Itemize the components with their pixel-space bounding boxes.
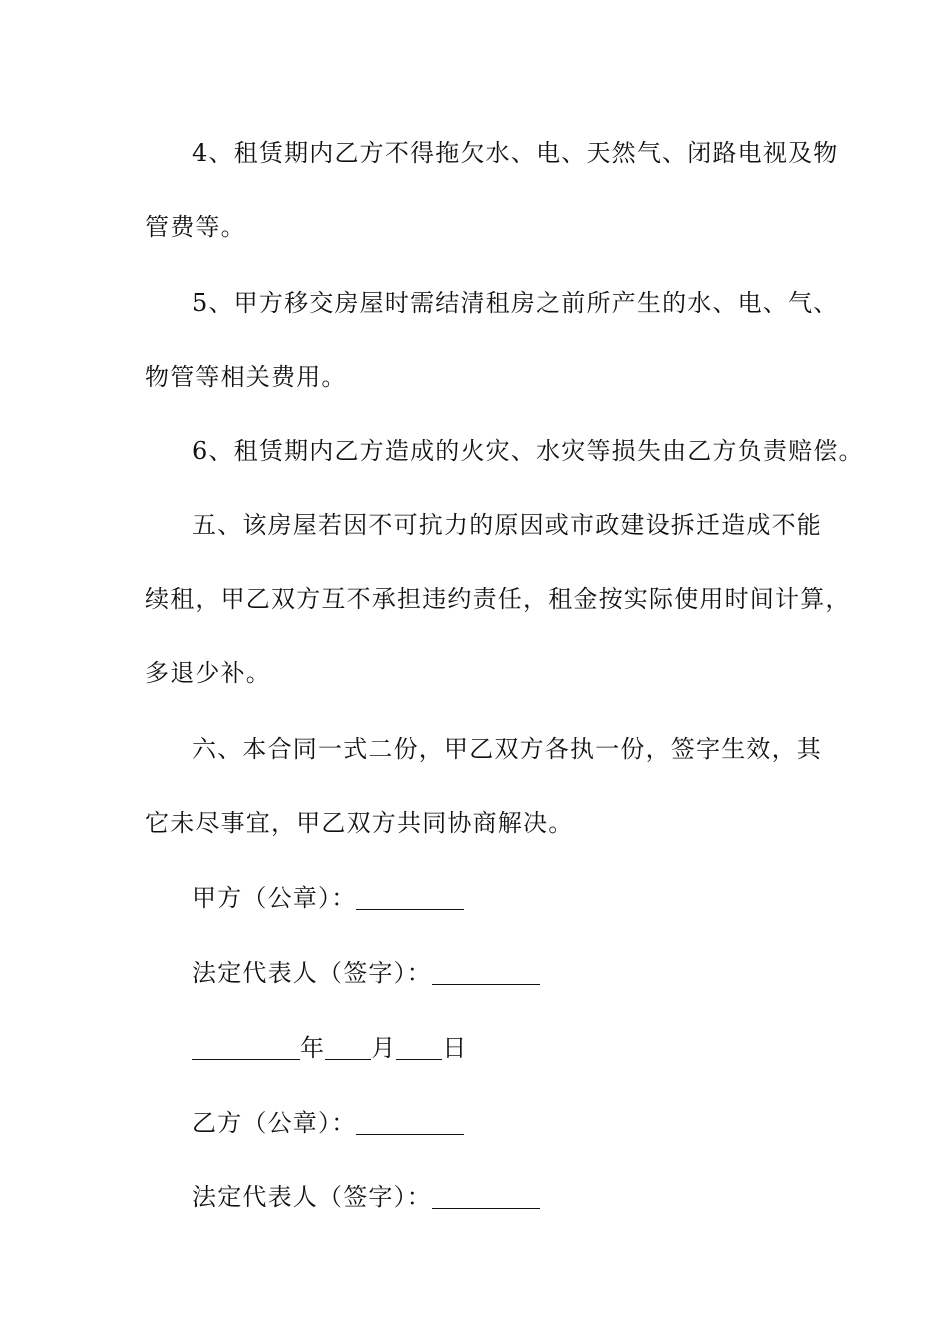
party-a-rep-blank[interactable] bbox=[432, 960, 540, 985]
article-6-line-2: 它未尽事宜，甲乙双方共同协商解决。 bbox=[145, 809, 574, 837]
party-a-rep-label: 法定代表人（签字）： bbox=[192, 959, 432, 987]
party-b-seal-blank[interactable] bbox=[356, 1110, 464, 1135]
party-b-rep-blank[interactable] bbox=[432, 1184, 540, 1209]
article-5-line-3: 多退少补。 bbox=[145, 659, 271, 687]
article-5-line-1: 五、该房屋若因不可抗力的原因或市政建设拆迁造成不能 bbox=[192, 511, 822, 539]
party-b-seal-label: 乙方（公章）： bbox=[192, 1109, 357, 1137]
date-month-blank[interactable] bbox=[325, 1035, 371, 1060]
party-a-seal-row bbox=[192, 883, 464, 913]
party-a-rep-row bbox=[192, 958, 540, 988]
date-month-label: 月 bbox=[371, 1034, 397, 1062]
clause-5-line-1: 5、甲方移交房屋时需结清租房之前所产生的水、电、气、 bbox=[192, 289, 839, 317]
party-a-seal-blank[interactable] bbox=[356, 885, 464, 910]
date-day-label: 日 bbox=[442, 1034, 468, 1062]
clause-6-line-1: 6、租赁期内乙方造成的火灾、水灾等损失由乙方负责赔偿。 bbox=[192, 437, 864, 465]
clause-5-line-2: 物管等相关费用。 bbox=[145, 363, 347, 391]
article-5-line-2: 续租，甲乙双方互不承担违约责任，租金按实际使用时间计算， bbox=[145, 585, 851, 613]
article-6-line-1: 六、本合同一式二份，甲乙双方各执一份，签字生效，其 bbox=[192, 735, 822, 763]
party-a-seal-label: 甲方（公章）： bbox=[192, 884, 357, 912]
party-b-rep-row bbox=[192, 1182, 540, 1212]
date-row bbox=[192, 1033, 468, 1063]
clause-4-line-2: 管费等。 bbox=[145, 213, 246, 241]
date-year-blank[interactable] bbox=[192, 1035, 300, 1060]
date-day-blank[interactable] bbox=[396, 1035, 442, 1060]
party-b-rep-label: 法定代表人（签字）： bbox=[192, 1183, 432, 1211]
date-year-label: 年 bbox=[300, 1034, 326, 1062]
clause-4-line-1: 4、租赁期内乙方不得拖欠水、电、天然气、闭路电视及物 bbox=[192, 139, 839, 167]
party-b-seal-row bbox=[192, 1108, 464, 1138]
